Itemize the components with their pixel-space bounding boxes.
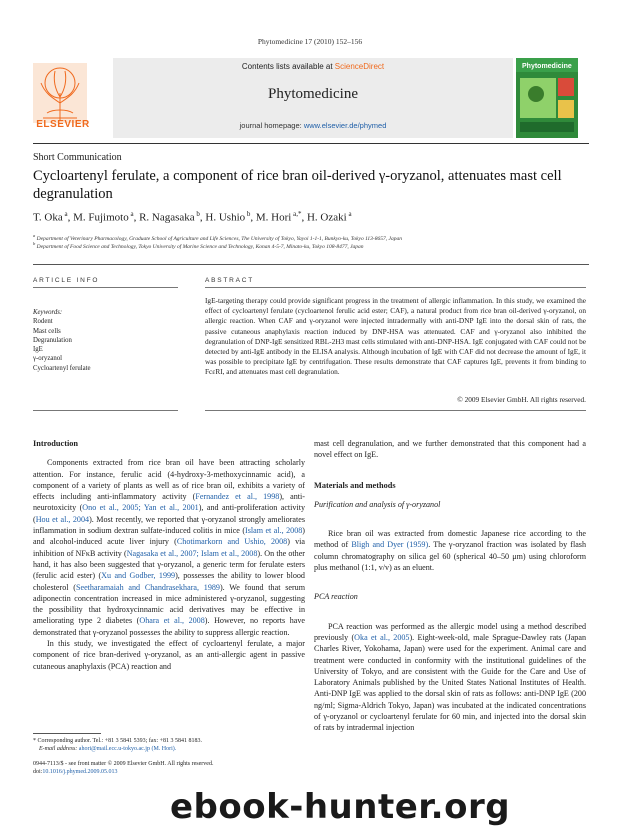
elsevier-wordmark: ELSEVIER <box>36 119 90 130</box>
section-divider <box>33 264 589 265</box>
abstract-bottom-rule <box>205 410 586 411</box>
sciencedirect-link[interactable]: ScienceDirect <box>334 62 385 71</box>
section-type: Short Communication <box>33 152 122 163</box>
abstract-copyright: © 2009 Elsevier GmbH. All rights reserved. <box>457 395 586 404</box>
journal-masthead <box>33 58 589 138</box>
citation-link[interactable]: Ohara et al., 2008 <box>139 616 205 626</box>
body-column-left <box>33 438 305 672</box>
pca-paragraph <box>314 621 586 734</box>
abstract-body: IgE-targeting therapy could provide significant progress in the treatment of allergic inflammation. In this study, we examined the effect of cycloartenyl ferulate (cycloartenol ferulic acid ester; CAF), a natural product from rice bran oil-derived γ-oryzanol, on allergic reaction. When CAF and γ-oryzanol were injected intradermally with anti-DNP IgE into the dorsal skin of rats, the passive cutaneous anaphylaxis reaction induced by DNP-HSA was attenuated. CAF and γ-oryzanol also inhibited the degranulation of DNP-IgE sensitized RBL-2H3 mast cells stimulated with anti-DNP-HSA. IgE conjugated with CAF could not be detected by anti-IgE antibody in the ELISA analysis. Although incubation of IgE with CAF did not decrease the amount of IgE, it was possible to precipitate IgE by centrifugation. These results demonstrate that CAF captures IgE, prevents it from binding to FcεRI, and attenuates mast cell degranulation. <box>205 296 586 377</box>
keyword: Cycloartenyl ferulate <box>33 364 91 372</box>
journal-homepage-line <box>113 121 513 130</box>
issn-line: 0944-7113/$ - see front matter © 2009 Elsevier GmbH. All rights reserved. <box>33 761 214 767</box>
introduction-heading: Introduction <box>33 439 79 448</box>
author-affiliation-mark[interactable]: b <box>245 210 251 218</box>
affiliation-a: $^a$ Department of Veterinary Pharmacology, Graduate School of Agriculture and Life Sciences, The University of Tokyo, Yayoi 1-1-1, Bunkyo-ku, Tokyo 113-8657, Japan <box>33 233 402 242</box>
text-run: ), and anti-proliferation activity ( <box>33 503 305 524</box>
citation-link[interactable]: Islam et al., 2008 <box>245 526 303 536</box>
text-run: ). Most recently, we reported that γ-oryzanol strongly ameliorates inflammation in sodium dextran sulfate-induced colitis in mice ( <box>33 514 305 536</box>
body-column-right <box>314 438 586 734</box>
text-run: PCA reaction was performed as the allergic model using a method described previously ( <box>314 621 586 642</box>
doi-link[interactable]: 10.1016/j.phymed.2009.05.013 <box>42 769 118 775</box>
footnote-rule <box>33 733 101 734</box>
keyword: Rodent <box>33 318 53 326</box>
text-run: ), possesses the ability to lower blood cholesterol ( <box>33 571 305 592</box>
abstract-rule <box>205 287 586 288</box>
intro-paragraph-1 <box>33 457 305 638</box>
contents-prefix: Contents lists available at <box>241 62 335 71</box>
author-name: , H. Ozaki <box>301 211 347 224</box>
citation-link[interactable]: Seetharamaiah and Chandrasekhara, 1989 <box>75 582 220 592</box>
text-run: ), anti-neurotoxicity ( <box>33 492 305 513</box>
article-info-bottom-rule <box>33 410 178 411</box>
keyword: IgE <box>33 346 43 354</box>
journal-homepage-link[interactable]: www.elsevier.de/phymed <box>303 121 387 130</box>
doi-line <box>33 768 313 776</box>
keywords-block <box>33 308 173 373</box>
text-run: ) via inhibition of NFκB activity ( <box>33 537 305 558</box>
continued-paragraph: mast cell degranulation, and we further demonstrated that this component had a novel effect on IgE. <box>314 439 586 460</box>
author-list <box>33 210 352 224</box>
author-name: , M. Hori <box>250 211 292 224</box>
text-run: ). We found that serum adiponectin concentration increased in mice administered γ-oryzanol, suggesting the possibility that hydroxycinnamic acid derivatives may be effective in ameliorating type 2 diabetes ( <box>33 582 305 626</box>
header-rule <box>33 143 589 144</box>
keyword: Degranulation <box>33 336 72 344</box>
citation-link[interactable]: Nagasaka et al., 2007; Islam et al., 2008 <box>126 548 258 558</box>
article-info-heading: ARTICLE INFO <box>33 277 100 284</box>
citation-link[interactable]: Hou et al., 2004 <box>35 514 90 524</box>
citation-link[interactable]: Oka et al., 2005 <box>354 632 410 642</box>
elsevier-tree-logo <box>33 58 87 128</box>
doi-prefix: doi: <box>33 769 43 775</box>
text-run: ). However, no reports have demonstrated that γ-oryzanol possesses the ability to suppress allergic reaction. <box>33 616 305 637</box>
keyword: γ-oryzanol <box>33 355 63 363</box>
issn-block <box>33 760 313 776</box>
text-run: Components extracted from rice bran oil have been attracting scholarly attention. For instance, ferulic acid (4-hydroxy-3-methoxycinnamic acid), a component of a variety of plants as well as of rice bran oil, exhibits a variety of effects including anti-inflammatory activity ( <box>33 458 305 502</box>
author-affiliation-mark[interactable]: a <box>62 210 68 218</box>
intro-paragraph-2: In this study, we investigated the effect of cycloartenyl ferulate, a major component of rice bran-derived γ-oryzanol, as an anti-allergic agent in passive cutaneous anaphylaxis (PCA) reaction and <box>33 639 305 671</box>
watermark: ebook-hunter.org <box>170 787 511 827</box>
author-affiliation-mark[interactable]: b <box>194 210 200 218</box>
article-info-rule <box>33 287 178 288</box>
author-name: , M. Fujimoto <box>67 211 129 224</box>
affiliation-b: $^b$ Department of Food Science and Technology, Tokyo University of Marine Science and Technology, Konan 4-5-7, Minato-ku, Tokyo 108-8477, Japan <box>33 241 364 250</box>
email-label: E-mail address: <box>39 746 79 752</box>
citation-link[interactable]: Chotimarkorn and Ushio, 2008 <box>176 537 288 547</box>
article-title: Cycloartenyl ferulate, a component of rice bran oil-derived γ-oryzanol, attenuates mast cell degranulation <box>33 168 562 202</box>
author-name: , H. Ushio <box>199 211 246 224</box>
journal-title: Phytomedicine <box>268 86 358 102</box>
author-affiliation-mark[interactable]: a,* <box>291 210 302 218</box>
author-name: T. Oka <box>33 211 63 224</box>
email-line <box>33 745 313 753</box>
keyword: Mast cells <box>33 327 61 335</box>
citation-link[interactable]: Ono et al., 2005; Yan et al., 2001 <box>82 503 199 513</box>
author-email-link[interactable]: ahori@mail.ecc.u-tokyo.ac.jp (M. Hori). <box>78 746 177 752</box>
author-affiliation-mark[interactable]: a <box>128 210 134 218</box>
homepage-prefix: journal homepage: <box>239 121 304 130</box>
contents-available-line <box>113 62 513 71</box>
citation-link[interactable]: Xu and Godber, 1999 <box>101 571 176 581</box>
text-run: ) and alcohol-induced acute liver injury ( <box>33 526 305 547</box>
pca-subheading: PCA reaction <box>314 592 358 602</box>
purification-paragraph <box>314 528 586 573</box>
purification-subheading: Purification and analysis of γ-oryzanol <box>314 499 441 509</box>
methods-heading: Materials and methods <box>314 480 396 490</box>
keywords-label: Keywords: <box>33 309 63 316</box>
corresponding-author-footnote <box>33 737 313 753</box>
running-head: Phytomedicine 17 (2010) 152–156 <box>257 37 363 46</box>
journal-cover-thumbnail <box>516 58 578 138</box>
text-run: ). On the other hand, it has also been suggested that γ-oryzanol, a generic term for ferulate esters (ferulic acid ester) ( <box>33 548 306 581</box>
abstract-heading: ABSTRACT <box>205 277 255 284</box>
text-run: . The γ-oryzanol fraction was isolated by flash column chromatography on silica gel 60 (spherical 40–50 μm) using chloroform plus methanol (1:1, v/v) as an eluent. <box>314 540 586 573</box>
author-affiliation-mark[interactable]: a <box>346 210 352 218</box>
cover-title: Phytomedicine <box>522 63 572 70</box>
author-name: , R. Nagasaka <box>133 211 195 224</box>
citation-link[interactable]: Bligh and Dyer (1959) <box>351 540 429 550</box>
citation-link[interactable]: Fernandez et al., 1998 <box>195 492 280 502</box>
corresponding-author-line: * Corresponding author. Tel.: +81 3 5841 5393; fax: +81 3 5841 8183. <box>33 738 203 744</box>
text-run: ). Eight-week-old, male Sprague-Dawley rats (Japan Charles River, Yokohama, Japan) were used for the experiment. Animal care and treatment were conducted in conformity with the institutional guidelines of the University of Tokyo, and are consistent with the Guide for the Care and Use of Laboratory Animals published by the United States National Institutes of Health. Anti-DNP IgE was applied to the dorsal skin of rats as follows: anti-DNP IgE (200 ng/ml; Sigma-Aldrich Tokyo, Japan) was incubated at the indicated concentrations of γ-oryzanol or cycloartenyl ferulate for 60 min, and injected into the dorsal skin of rats by intradermal injection <box>314 632 586 733</box>
text-run: Rice bran oil was extracted from domestic Japanese rice according to the method of <box>314 529 586 550</box>
